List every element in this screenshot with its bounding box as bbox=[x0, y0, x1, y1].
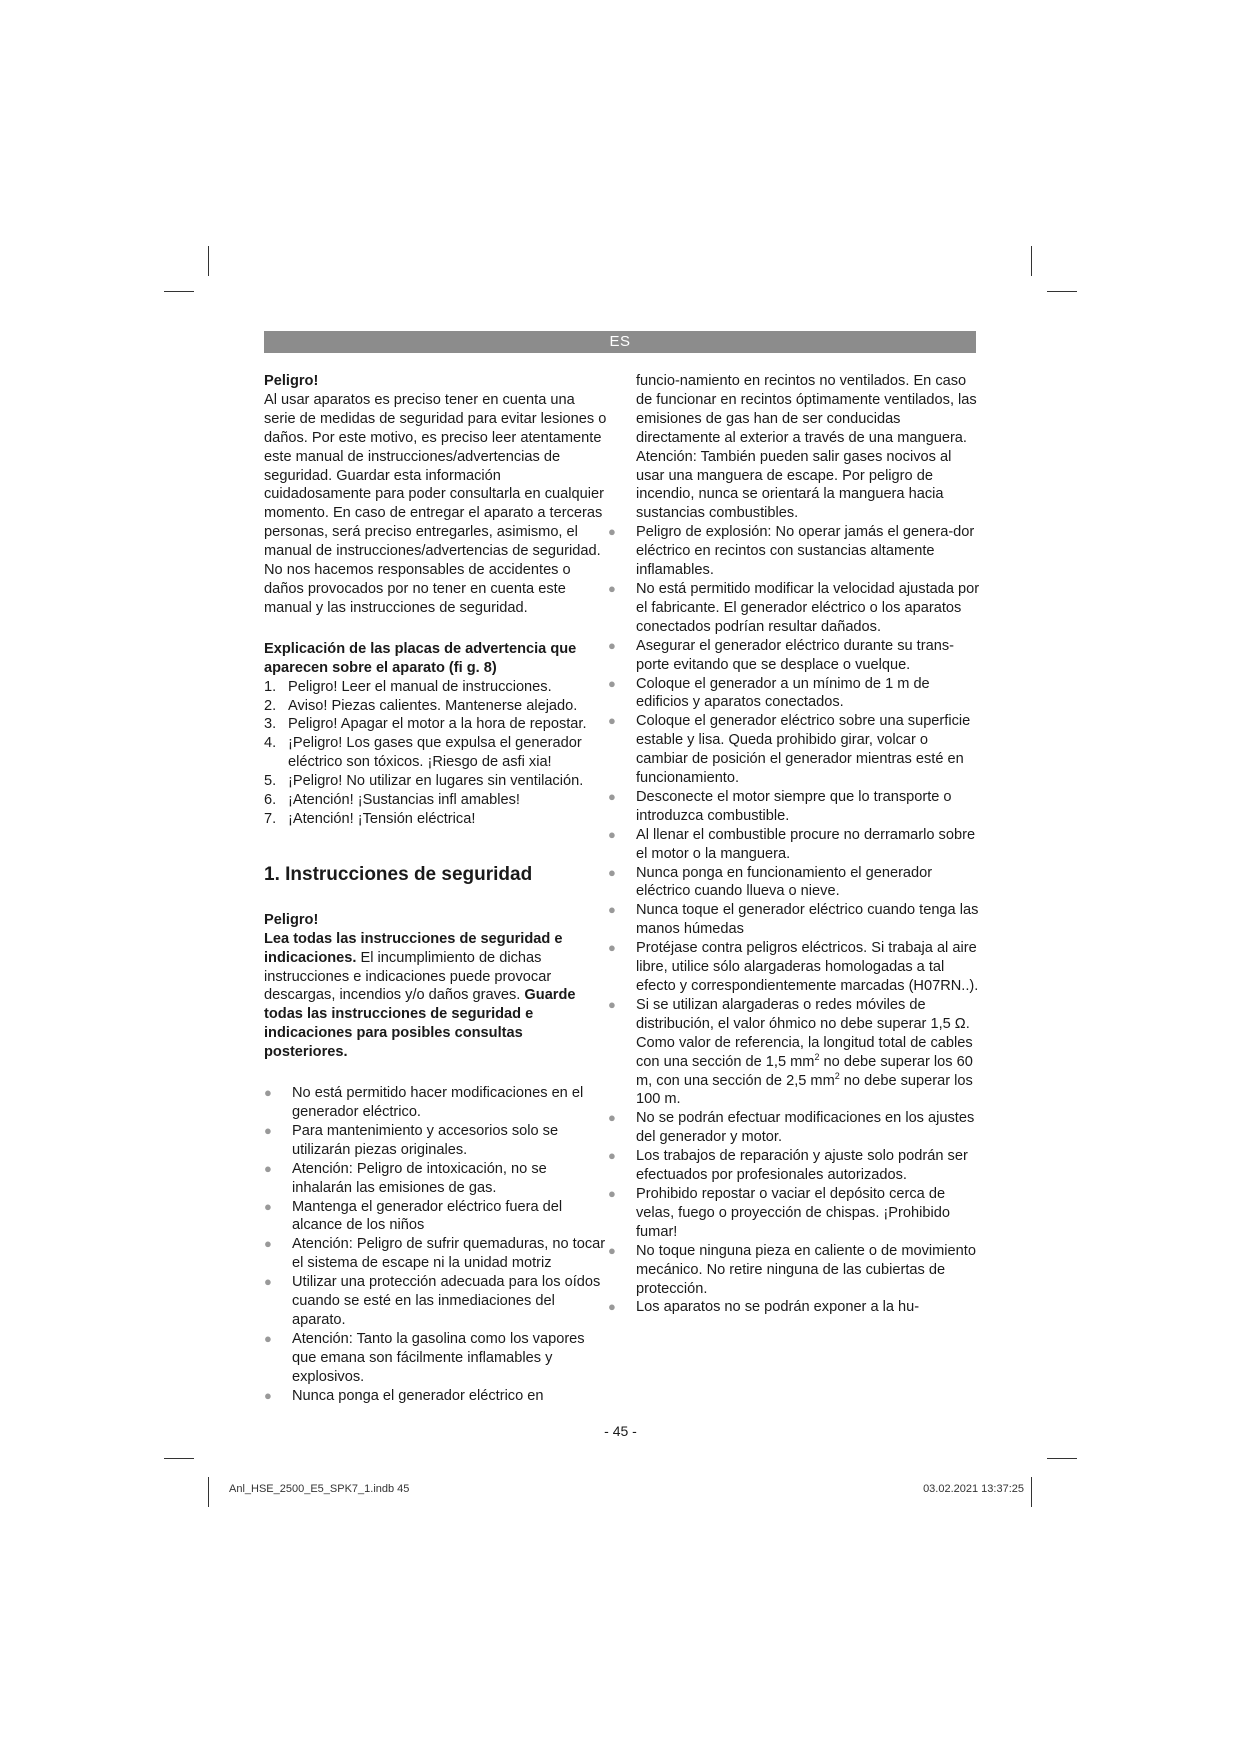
list-number: 6. bbox=[264, 792, 277, 809]
bullet-icon: ● bbox=[264, 1198, 272, 1214]
bullet-icon: ● bbox=[608, 1110, 616, 1126]
list-text: ¡Peligro! No utilizar en lugares sin ventilación. bbox=[288, 773, 584, 790]
list-text: No se podrán efectuar modificaciones en los ajustes del generador y motor. bbox=[636, 1110, 975, 1146]
list-text: Utilizar una protección adecuada para los oídos cuando se esté en las inmediaciones del aparato. bbox=[292, 1274, 601, 1328]
section-danger-heading: Peligro! bbox=[264, 911, 319, 928]
list-text: Peligro! Leer el manual de instrucciones. bbox=[288, 678, 552, 695]
bullet-icon: ● bbox=[608, 996, 616, 1012]
list-number: 5. bbox=[264, 773, 277, 790]
list-item bbox=[264, 772, 608, 791]
list-item bbox=[264, 715, 608, 734]
crop-mark-bottom-right-horizontal bbox=[1047, 1458, 1077, 1459]
list-text: Atención: Peligro de sufrir quemaduras, no tocar el sistema de escape ni la unidad motriz bbox=[292, 1236, 606, 1272]
list-item bbox=[608, 1147, 981, 1185]
safety-bullet-list-right bbox=[608, 523, 981, 1317]
list-number: 2. bbox=[264, 697, 277, 714]
bullet-icon: ● bbox=[608, 713, 616, 729]
bullet-icon: ● bbox=[608, 826, 616, 842]
list-item bbox=[264, 1387, 608, 1406]
list-item bbox=[608, 523, 981, 580]
list-text: Peligro de explosión: No operar jamás el genera-dor eléctrico en recintos con sustancias altamente inflamables. bbox=[636, 524, 975, 579]
bullet-icon: ● bbox=[608, 902, 616, 918]
list-item bbox=[264, 1160, 608, 1198]
list-text: Los aparatos no se podrán exponer a la hu- bbox=[636, 1299, 920, 1316]
danger-paragraph: Al usar aparatos es preciso tener en cuenta una serie de medidas de seguridad para evitar lesiones o daños. Por este motivo, es preciso leer atentamente este manual de instrucciones/advertencias de seguridad. Guardar esta información cuidadosamente para poder consultarla en cualquier momento. En caso de entregar el aparato a terceras personas, será preciso entregarles, asimismo, el manual de instrucciones/advertencias de seguridad. No nos hacemos responsables de accidentes o daños provocados por no tener en cuenta este manual y las instrucciones de seguridad. bbox=[264, 391, 607, 616]
list-item bbox=[608, 712, 981, 788]
bullet-icon: ● bbox=[264, 1122, 272, 1138]
list-item bbox=[264, 678, 608, 697]
list-number: 3. bbox=[264, 716, 277, 733]
file-name: Anl_HSE_2500_E5_SPK7_1.indb 45 bbox=[229, 1483, 410, 1495]
section-intro-paragraph bbox=[264, 930, 608, 1062]
crop-mark-top-left-vertical bbox=[208, 246, 209, 276]
superscript: 2 bbox=[834, 1070, 840, 1081]
list-item bbox=[608, 637, 981, 675]
bullet-icon: ● bbox=[608, 675, 616, 691]
section-title: 1. Instrucciones de seguridad bbox=[264, 863, 533, 885]
list-text bbox=[636, 996, 981, 1109]
bullet-icon: ● bbox=[608, 637, 616, 653]
list-text: Prohibido repostar o vaciar el depósito cerca de velas, fuego o proyección de chispas. ¡Prohibido fumar! bbox=[636, 1185, 950, 1240]
list-text: No toque ninguna pieza en caliente o de movimiento mecánico. No retire ninguna de las cubiertas de protección. bbox=[636, 1242, 976, 1297]
list-text: Peligro! Apagar el motor a la hora de repostar. bbox=[288, 716, 587, 733]
bullet-icon: ● bbox=[608, 524, 616, 540]
list-number: 7. bbox=[264, 810, 277, 827]
list-text: Nunca ponga el generador eléctrico en bbox=[292, 1387, 544, 1404]
list-item bbox=[608, 1109, 981, 1147]
left-column bbox=[264, 372, 608, 1406]
list-item bbox=[264, 1198, 608, 1236]
list-text: Coloque el generador a un mínimo de 1 m de edificios y aparatos conectados. bbox=[636, 675, 930, 711]
list-item bbox=[608, 675, 981, 713]
cable-text-b: no debe superar los 60 m, con una sección de 2,5 mm bbox=[636, 1053, 973, 1089]
list-number: 4. bbox=[264, 735, 277, 752]
list-text: ¡Atención! ¡Sustancias infl amables! bbox=[288, 792, 520, 809]
cable-text-c: no debe superar los 100 m. bbox=[636, 1072, 973, 1108]
list-item bbox=[608, 864, 981, 902]
list-item bbox=[608, 1298, 981, 1317]
list-item bbox=[264, 810, 608, 829]
crop-mark-top-left-horizontal bbox=[164, 291, 194, 292]
bullet-icon: ● bbox=[608, 788, 616, 804]
safety-bullet-list-left bbox=[264, 1084, 608, 1405]
bullet-icon: ● bbox=[608, 940, 616, 956]
list-text: Asegurar el generador eléctrico durante su trans-porte evitando que se desplace o vuelque. bbox=[636, 637, 954, 673]
bullet-icon: ● bbox=[608, 1299, 616, 1315]
list-text: Coloque el generador eléctrico sobre una superficie estable y lisa. Queda prohibido girar, volcar o cambiar de posición el generador mientras esté en funcionamiento. bbox=[636, 713, 971, 787]
list-item bbox=[608, 788, 981, 826]
language-code: ES bbox=[609, 333, 631, 350]
list-text: Desconecte el motor siempre que lo transporte o introduzca combustible. bbox=[636, 788, 952, 824]
bullet-icon: ● bbox=[264, 1387, 272, 1403]
danger-heading: Peligro! bbox=[264, 373, 319, 389]
crop-mark-bottom-left-horizontal bbox=[164, 1458, 194, 1459]
list-item bbox=[608, 996, 981, 1109]
bullet-icon: ● bbox=[264, 1160, 272, 1176]
list-item bbox=[264, 1235, 608, 1273]
crop-mark-top-right-horizontal bbox=[1047, 291, 1077, 292]
list-item bbox=[608, 580, 981, 637]
list-item bbox=[264, 791, 608, 810]
print-date-time: 03.02.2021 13:37:25 bbox=[923, 1483, 1024, 1495]
crop-mark-top-right-vertical bbox=[1031, 246, 1032, 276]
list-text: Nunca ponga en funcionamiento el generador eléctrico cuando llueva o nieve. bbox=[636, 864, 933, 900]
list-text: Para mantenimiento y accesorios solo se utilizarán piezas originales. bbox=[292, 1122, 559, 1158]
list-text: Atención: Tanto la gasolina como los vapores que emana son fácilmente inflamables y explosivos. bbox=[292, 1330, 585, 1385]
section-intro-bold-1: Lea todas las instrucciones de seguridad e indicaciones. bbox=[264, 930, 563, 966]
list-item bbox=[608, 1242, 981, 1299]
page-number: - 45 - bbox=[604, 1423, 637, 1439]
list-text: Los trabajos de reparación y ajuste solo podrán ser efectuados por profesionales autorizados. bbox=[636, 1148, 968, 1184]
list-text: ¡Atención! ¡Tensión eléctrica! bbox=[288, 810, 476, 827]
list-text: No está permitido modificar la velocidad ajustada por el fabricante. El generador eléctrico o los aparatos conectados podrían resultar dañados. bbox=[636, 580, 980, 635]
list-text: Atención: Peligro de intoxicación, no se inhalarán las emisiones de gas. bbox=[292, 1160, 547, 1196]
bullet-icon: ● bbox=[264, 1274, 272, 1290]
list-item bbox=[608, 939, 981, 996]
list-text: Mantenga el generador eléctrico fuera del alcance de los niños bbox=[292, 1198, 563, 1234]
crop-mark-bottom-right-vertical bbox=[1031, 1477, 1032, 1507]
list-item bbox=[264, 1122, 608, 1160]
bullet-icon: ● bbox=[608, 1185, 616, 1201]
list-text: Al llenar el combustible procure no derramarlo sobre el motor o la manguera. bbox=[636, 826, 976, 862]
list-text: Protéjase contra peligros eléctricos. Si trabaja al aire libre, utilice sólo alargaderas homologadas a tal efecto y correspondientemente marcadas (H07RN..). bbox=[636, 940, 979, 994]
list-text: Nunca toque el generador eléctrico cuando tenga las manos húmedas bbox=[636, 902, 979, 938]
plates-heading: Explicación de las placas de advertencia que aparecen sobre el aparato (fi g. 8) bbox=[264, 640, 577, 676]
list-item bbox=[608, 1185, 981, 1242]
bullet-icon: ● bbox=[608, 1148, 616, 1164]
list-item bbox=[608, 901, 981, 939]
continuation-paragraph: funcio-namiento en recintos no ventilados. En caso de funcionar en recintos óptimamente ventilados, las emisiones de gas han de ser conducidas directamente al exterior a través de una manguera. Atención: También pueden salir gases nocivos al usar una manguera de escape. Por peligro de incendio, nunca se orientará la manguera hacia sustancias combustibles. bbox=[636, 373, 977, 522]
list-item bbox=[264, 1084, 608, 1122]
list-item bbox=[264, 1330, 608, 1387]
section-intro-text: El incumplimiento de dichas instrucciones e indicaciones puede provocar descargas, incendios y/o daños graves. bbox=[264, 949, 552, 1004]
list-text: ¡Peligro! Los gases que expulsa el generador eléctrico son tóxicos. ¡Riesgo de asfi xia! bbox=[288, 735, 582, 771]
bullet-icon: ● bbox=[608, 1242, 616, 1258]
list-item bbox=[264, 1273, 608, 1330]
superscript: 2 bbox=[814, 1051, 820, 1062]
right-column bbox=[608, 372, 981, 1317]
list-item bbox=[264, 697, 608, 716]
language-header-bar bbox=[264, 331, 976, 353]
bullet-icon: ● bbox=[264, 1085, 272, 1101]
list-number: 1. bbox=[264, 678, 277, 695]
warning-plates-list bbox=[264, 678, 608, 829]
bullet-icon: ● bbox=[608, 580, 616, 596]
bullet-icon: ● bbox=[608, 864, 616, 880]
section-intro-bold-2: Guarde todas las instrucciones de seguridad e indicaciones para posibles consultas posteriores. bbox=[264, 987, 576, 1061]
list-item bbox=[608, 826, 981, 864]
list-text: No está permitido hacer modificaciones en el generador eléctrico. bbox=[292, 1085, 584, 1120]
crop-mark-bottom-left-vertical bbox=[208, 1477, 209, 1507]
list-item bbox=[264, 734, 608, 772]
list-text: Aviso! Piezas calientes. Mantenerse alejado. bbox=[288, 697, 578, 714]
bullet-icon: ● bbox=[264, 1330, 272, 1346]
bullet-icon: ● bbox=[264, 1236, 272, 1252]
cable-text-a: Si se utilizan alargaderas o redes móviles de distribución, el valor óhmico no debe superar 1,5 Ω. Como valor de referencia, la longitud total de cables con una sección de 1,5 mm bbox=[636, 996, 973, 1070]
